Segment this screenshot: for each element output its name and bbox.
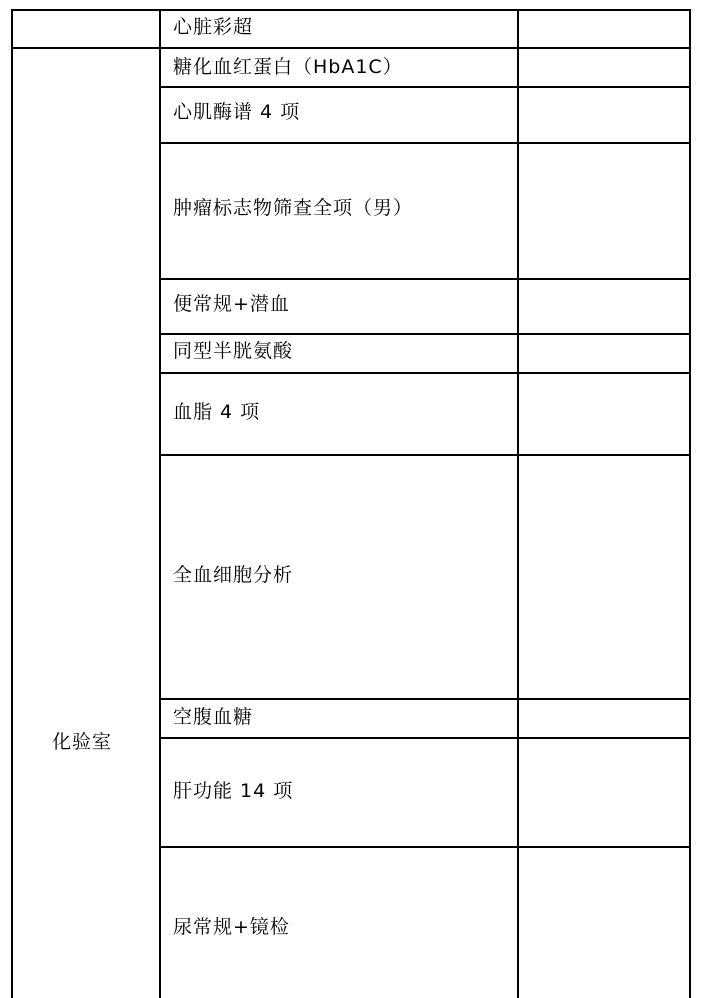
table-border-left — [11, 9, 13, 998]
row-divider — [159, 86, 691, 88]
table-border-top — [11, 9, 691, 11]
table-row-item: 心脏彩超 — [173, 16, 254, 38]
row-divider — [159, 846, 691, 848]
row-divider — [159, 278, 691, 280]
row-divider — [159, 372, 691, 374]
table-row-item: 尿常规+镜检 — [173, 916, 290, 938]
column-divider-2 — [517, 9, 519, 998]
department-label: 化验室 — [52, 731, 113, 753]
row-divider — [159, 454, 691, 456]
table-row-item: 同型半胱氨酸 — [173, 340, 294, 362]
table-row-item: 空腹血糖 — [173, 706, 254, 728]
row-divider — [159, 142, 691, 144]
column-divider-1 — [159, 9, 161, 998]
row-divider — [159, 698, 691, 700]
table-row-item: 肿瘤标志物筛查全项（男） — [173, 197, 414, 219]
row-divider — [11, 47, 691, 49]
table-row-item: 肝功能 14 项 — [173, 780, 294, 802]
table-row-item: 血脂 4 项 — [173, 401, 261, 423]
table-border-right — [689, 9, 691, 998]
table-row-item: 便常规+潜血 — [173, 293, 290, 315]
row-divider — [159, 737, 691, 739]
table-row-item: 糖化血红蛋白（HbA1C） — [173, 56, 403, 78]
row-divider — [159, 333, 691, 335]
table-row-item: 心肌酶谱 4 项 — [173, 101, 301, 123]
table-row-item: 全血细胞分析 — [173, 564, 294, 586]
